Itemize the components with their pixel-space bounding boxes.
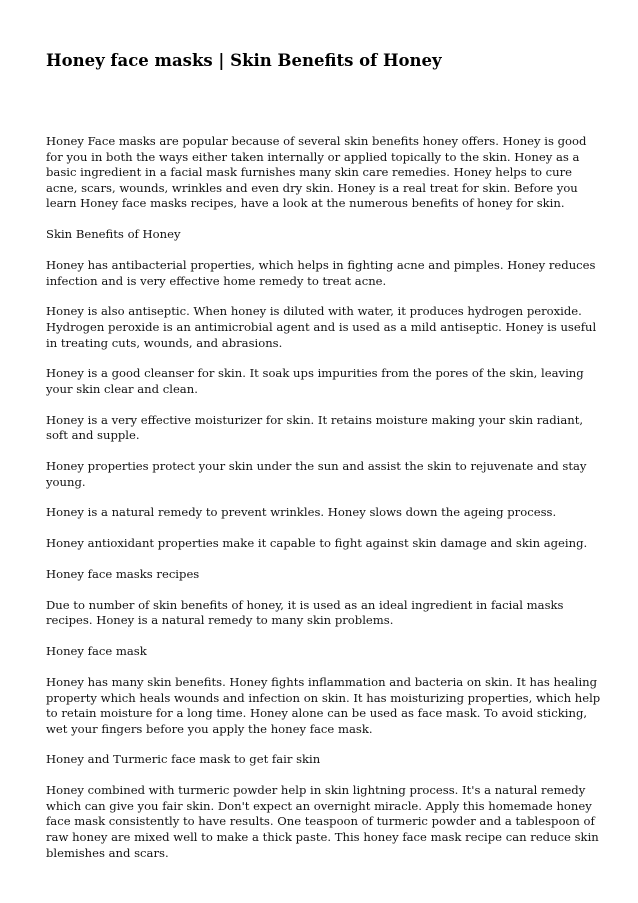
document-body: [46, 134, 606, 876]
paragraph-wrinkles: Honey is a natural remedy to prevent wrinkles. Honey slows down the ageing process.: [46, 505, 557, 520]
section-heading-recipes: Honey face masks recipes: [46, 566, 200, 581]
paragraph-antioxidant: Honey antioxidant properties make it capable to fight against skin damage and skin ageing.: [46, 536, 588, 551]
section-heading-turmeric-mask: Honey and Turmeric face mask to get fair skin: [46, 752, 321, 767]
paragraph-sun-protection: Honey properties protect your skin under the sun and assist the skin to rejuvenate and stay young.: [46, 459, 587, 489]
paragraph-turmeric-mask: Honey combined with turmeric powder help in skin lightning process. It's a natural remedy which can give you fair skin. Don't expect an overnight miracle. Apply this homemade honey face mask consistently to have results. One teaspoon of turmeric powder and a tablespoon of raw honey are mixed well to make a thick paste. This honey face mask recipe can reduce skin blemishes and scars.: [46, 783, 599, 860]
intro-paragraph: Honey Face masks are popular because of several skin benefits honey offers. Honey is good for you in both the ways either taken internally or applied topically to the skin. Honey as a basic ingredient in a facial mask furnishes many skin care remedies. Honey helps to cure acne, scars, wounds, wrinkles and even dry skin. Honey is a real treat for skin. Before you learn Honey face masks recipes, have a look at the numerous benefits of honey for skin.: [46, 134, 587, 211]
paragraph-ideal-ingredient: Due to number of skin benefits of honey, it is used as an ideal ingredient in facial masks recipes. Honey is a natural remedy to many skin problems.: [46, 597, 564, 628]
section-heading-honey-face-mask: Honey face mask: [46, 644, 147, 659]
paragraph-moisturizer: Honey is a very effective moisturizer for skin. It retains moisture making your skin radiant, soft and supple.: [46, 412, 584, 443]
paragraph-cleanser: Honey is a good cleanser for skin. It soak ups impurities from the pores of the skin, leaving your skin clear and clean.: [46, 366, 584, 396]
section-heading-skin-benefits: Skin Benefits of Honey: [46, 227, 181, 242]
paragraph-antibacterial: Honey has antibacterial properties, which helps in fighting acne and pimples. Honey reduces infection and is very effective home remedy to treat acne.: [46, 257, 596, 288]
paragraph-honey-face-mask: Honey has many skin benefits. Honey fights inflammation and bacteria on skin. It has healing property which heals wounds and infection on skin. It has moisturizing properties, which help to retain moisture for a long time. Honey alone can be used as face mask. To avoid sticking, wet your fingers before you apply the honey face mask.: [46, 674, 601, 736]
paragraph-antiseptic: Honey is also antiseptic. When honey is diluted with water, it produces hydrogen peroxide. Hydrogen peroxide is an antimicrobial agent and is used as a mild antiseptic. Honey is useful in treating cuts, wounds, and abrasions.: [46, 304, 597, 350]
document-title: Honey face masks | Skin Benefits of Honey: [46, 51, 442, 70]
